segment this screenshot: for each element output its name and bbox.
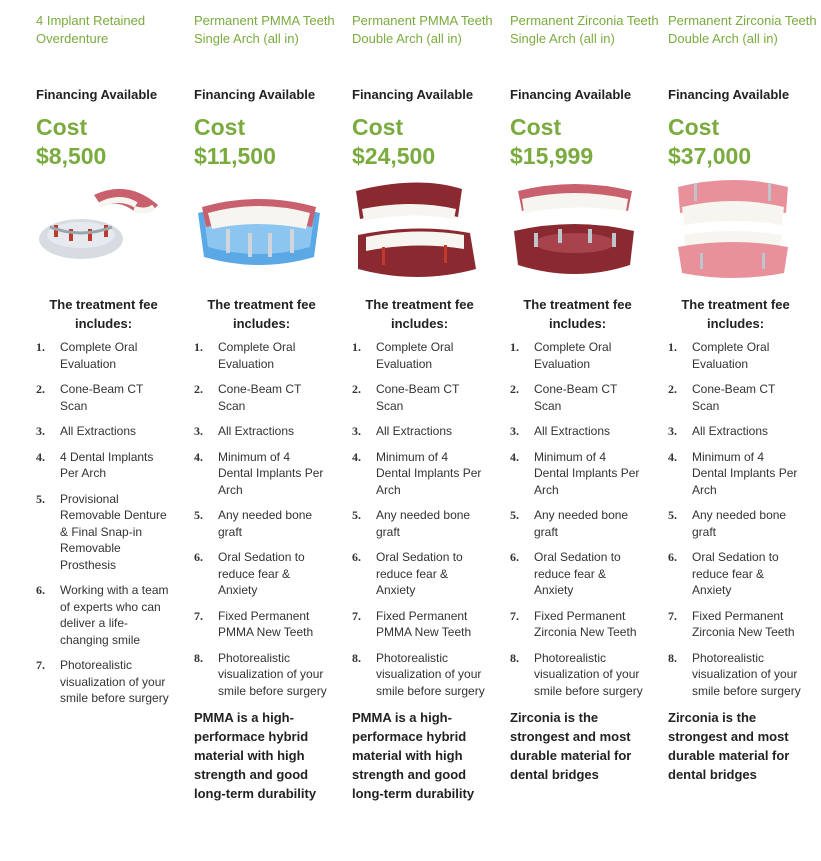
included-item xyxy=(352,549,502,599)
included-items-list xyxy=(36,339,186,707)
item-number: 1. xyxy=(510,340,519,354)
item-number: 2. xyxy=(194,382,203,396)
included-item xyxy=(352,381,502,414)
cost-label: Cost xyxy=(194,114,246,140)
item-number: 3. xyxy=(668,424,677,438)
included-item xyxy=(668,507,818,540)
item-number: 2. xyxy=(668,382,677,396)
plan-column-zirconia-double xyxy=(668,12,818,784)
included-item xyxy=(668,449,818,499)
included-item xyxy=(352,507,502,540)
item-number: 1. xyxy=(668,340,677,354)
cost-value: $15,999 xyxy=(510,143,594,169)
item-number: 4. xyxy=(36,449,45,464)
double-arch-zirconia-image xyxy=(668,177,798,285)
included-item xyxy=(510,339,660,372)
item-number: 3. xyxy=(194,424,203,438)
item-number: 1. xyxy=(194,340,203,354)
included-item xyxy=(194,381,344,414)
item-number: 7. xyxy=(668,608,677,623)
item-text: Any needed bone graft xyxy=(376,508,471,539)
included-item xyxy=(352,423,502,440)
included-item xyxy=(194,650,344,700)
cost-value: $8,500 xyxy=(36,143,107,169)
included-item xyxy=(510,608,660,641)
included-item xyxy=(194,449,344,499)
item-text: Photorealistic visualization of your smile before surgery xyxy=(60,658,169,705)
item-number: 2. xyxy=(352,382,361,396)
included-item xyxy=(510,507,660,540)
item-text: Minimum of 4 Dental Implants Per Arch xyxy=(692,449,798,497)
item-number: 2. xyxy=(36,382,45,396)
item-text: Oral Sedation to reduce fear & Anxiety xyxy=(376,550,463,597)
item-text: All Extractions xyxy=(692,424,769,438)
included-item xyxy=(36,657,186,707)
single-arch-zirconia-image xyxy=(510,177,640,285)
item-number: 6. xyxy=(510,550,519,564)
item-text: Cone-Beam CT Scan xyxy=(218,382,302,413)
item-number: 1. xyxy=(352,340,361,354)
item-number: 4. xyxy=(194,449,203,464)
item-text: Complete Oral Evaluation xyxy=(60,340,138,371)
included-item xyxy=(668,650,818,700)
includes-heading: The treatment fee includes: xyxy=(681,297,790,331)
included-item xyxy=(352,449,502,499)
included-item xyxy=(510,449,660,499)
financing-label: Financing Available xyxy=(352,87,474,102)
item-number: 5. xyxy=(352,508,361,522)
included-item xyxy=(510,381,660,414)
financing-label: Financing Available xyxy=(36,87,158,102)
item-text: Cone-Beam CT Scan xyxy=(692,382,776,413)
included-item xyxy=(36,339,186,372)
item-number: 6. xyxy=(352,550,361,564)
item-text: Minimum of 4 Dental Implants Per Arch xyxy=(218,449,324,497)
included-item xyxy=(668,423,818,440)
plan-title[interactable]: Permanent Zirconia Teeth Single Arch (all in) xyxy=(510,13,659,46)
includes-heading: The treatment fee includes: xyxy=(523,297,632,331)
plan-title[interactable]: Permanent Zirconia Teeth Double Arch (all in) xyxy=(668,13,817,46)
included-item xyxy=(194,423,344,440)
item-number: 4. xyxy=(352,449,361,464)
item-number: 8. xyxy=(194,650,203,665)
included-item xyxy=(352,608,502,641)
included-item xyxy=(352,339,502,372)
item-text: All Extractions xyxy=(60,424,137,438)
item-text: All Extractions xyxy=(218,424,295,438)
included-item xyxy=(36,582,186,648)
included-item xyxy=(510,650,660,700)
included-items-list xyxy=(194,339,344,699)
item-number: 7. xyxy=(510,608,519,623)
item-text: Cone-Beam CT Scan xyxy=(376,382,460,413)
financing-label: Financing Available xyxy=(194,87,316,102)
cost-label: Cost xyxy=(352,114,404,140)
item-text: Complete Oral Evaluation xyxy=(692,340,770,371)
included-item xyxy=(668,608,818,641)
item-number: 7. xyxy=(36,658,45,672)
included-item xyxy=(510,423,660,440)
plan-title[interactable]: Permanent PMMA Teeth Single Arch (all in) xyxy=(194,13,335,46)
included-item xyxy=(668,549,818,599)
item-text: Minimum of 4 Dental Implants Per Arch xyxy=(534,449,640,497)
item-number: 7. xyxy=(352,608,361,623)
item-number: 6. xyxy=(194,550,203,564)
item-text: Cone-Beam CT Scan xyxy=(534,382,618,413)
material-note: Zirconia is the strongest and most durable material for dental bridges xyxy=(668,710,790,782)
plan-column-pmma-double xyxy=(352,12,502,803)
item-text: Oral Sedation to reduce fear & Anxiety xyxy=(218,550,305,597)
item-text: Any needed bone graft xyxy=(534,508,629,539)
plan-title[interactable]: Permanent PMMA Teeth Double Arch (all in) xyxy=(352,13,493,46)
included-item xyxy=(510,549,660,599)
item-text: Complete Oral Evaluation xyxy=(534,340,612,371)
item-number: 8. xyxy=(668,650,677,665)
plan-column-zirconia-single xyxy=(510,12,660,784)
item-text: Working with a team of experts who can deliver a life-changing smile xyxy=(60,583,169,647)
includes-heading: The treatment fee includes: xyxy=(49,297,158,331)
included-item xyxy=(194,549,344,599)
item-text: Photorealistic visualization of your smile before surgery xyxy=(692,650,801,698)
item-number: 3. xyxy=(352,424,361,438)
includes-heading: The treatment fee includes: xyxy=(207,297,316,331)
cost-label: Cost xyxy=(510,114,562,140)
overdenture-image xyxy=(36,177,166,285)
item-number: 1. xyxy=(36,340,45,354)
financing-label: Financing Available xyxy=(668,87,790,102)
item-text: All Extractions xyxy=(376,424,453,438)
item-number: 3. xyxy=(510,424,519,438)
item-text: Fixed Permanent PMMA New Teeth xyxy=(218,608,314,639)
item-number: 4. xyxy=(668,449,677,464)
item-text: Complete Oral Evaluation xyxy=(218,340,296,371)
item-text: Any needed bone graft xyxy=(692,508,787,539)
item-text: Minimum of 4 Dental Implants Per Arch xyxy=(376,449,482,497)
item-text: Photorealistic visualization of your smile before surgery xyxy=(534,650,643,698)
included-item xyxy=(194,339,344,372)
plan-column-pmma-single xyxy=(194,12,344,803)
material-note: PMMA is a high-performace hybrid material with high strength and good long-term durability xyxy=(352,710,475,801)
double-arch-pmma-image xyxy=(352,177,482,285)
item-number: 6. xyxy=(36,583,45,597)
item-text: 4 Dental Implants Per Arch xyxy=(60,449,154,480)
included-item xyxy=(36,449,186,482)
material-note: PMMA is a high-performace hybrid material with high strength and good long-term durability xyxy=(194,710,317,801)
item-text: Oral Sedation to reduce fear & Anxiety xyxy=(534,550,621,597)
included-items-list xyxy=(352,339,502,699)
included-item xyxy=(36,423,186,440)
included-item xyxy=(36,491,186,574)
item-text: Fixed Permanent PMMA New Teeth xyxy=(376,608,472,639)
cost-label: Cost xyxy=(36,114,88,140)
item-text: Any needed bone graft xyxy=(218,508,313,539)
item-number: 8. xyxy=(352,650,361,665)
item-text: All Extractions xyxy=(534,424,611,438)
includes-heading: The treatment fee includes: xyxy=(365,297,474,331)
included-items-list xyxy=(510,339,660,699)
item-number: 5. xyxy=(36,491,45,506)
included-item xyxy=(194,507,344,540)
item-text: Complete Oral Evaluation xyxy=(376,340,454,371)
cost-value: $37,000 xyxy=(668,143,752,169)
cost-value: $11,500 xyxy=(194,143,276,169)
item-text: Provisional Removable Denture & Final Snap-in Removable Prosthesis xyxy=(60,491,167,572)
included-item xyxy=(668,339,818,372)
item-number: 2. xyxy=(510,382,519,396)
included-items-list xyxy=(668,339,818,699)
cost-label: Cost xyxy=(668,114,720,140)
included-item xyxy=(352,650,502,700)
material-note: Zirconia is the strongest and most durable material for dental bridges xyxy=(510,710,632,782)
plan-title[interactable]: 4 Implant Retained Overdenture xyxy=(36,13,146,46)
item-number: 4. xyxy=(510,449,519,464)
item-number: 5. xyxy=(668,508,677,522)
item-text: Photorealistic visualization of your smile before surgery xyxy=(376,650,485,698)
item-text: Fixed Permanent Zirconia New Teeth xyxy=(692,608,795,639)
item-number: 5. xyxy=(194,508,203,522)
item-number: 5. xyxy=(510,508,519,522)
cost-value: $24,500 xyxy=(352,143,436,169)
item-number: 7. xyxy=(194,608,203,623)
included-item xyxy=(194,608,344,641)
plan-column-overdenture xyxy=(36,12,186,716)
item-text: Oral Sedation to reduce fear & Anxiety xyxy=(692,550,779,597)
item-text: Cone-Beam CT Scan xyxy=(60,382,144,413)
item-text: Photorealistic visualization of your smile before surgery xyxy=(218,650,327,698)
included-item xyxy=(668,381,818,414)
item-number: 6. xyxy=(668,550,677,564)
financing-label: Financing Available xyxy=(510,87,632,102)
item-number: 8. xyxy=(510,650,519,665)
item-text: Fixed Permanent Zirconia New Teeth xyxy=(534,608,637,639)
single-arch-pmma-image xyxy=(194,177,324,285)
item-number: 3. xyxy=(36,424,45,438)
included-item xyxy=(36,381,186,414)
